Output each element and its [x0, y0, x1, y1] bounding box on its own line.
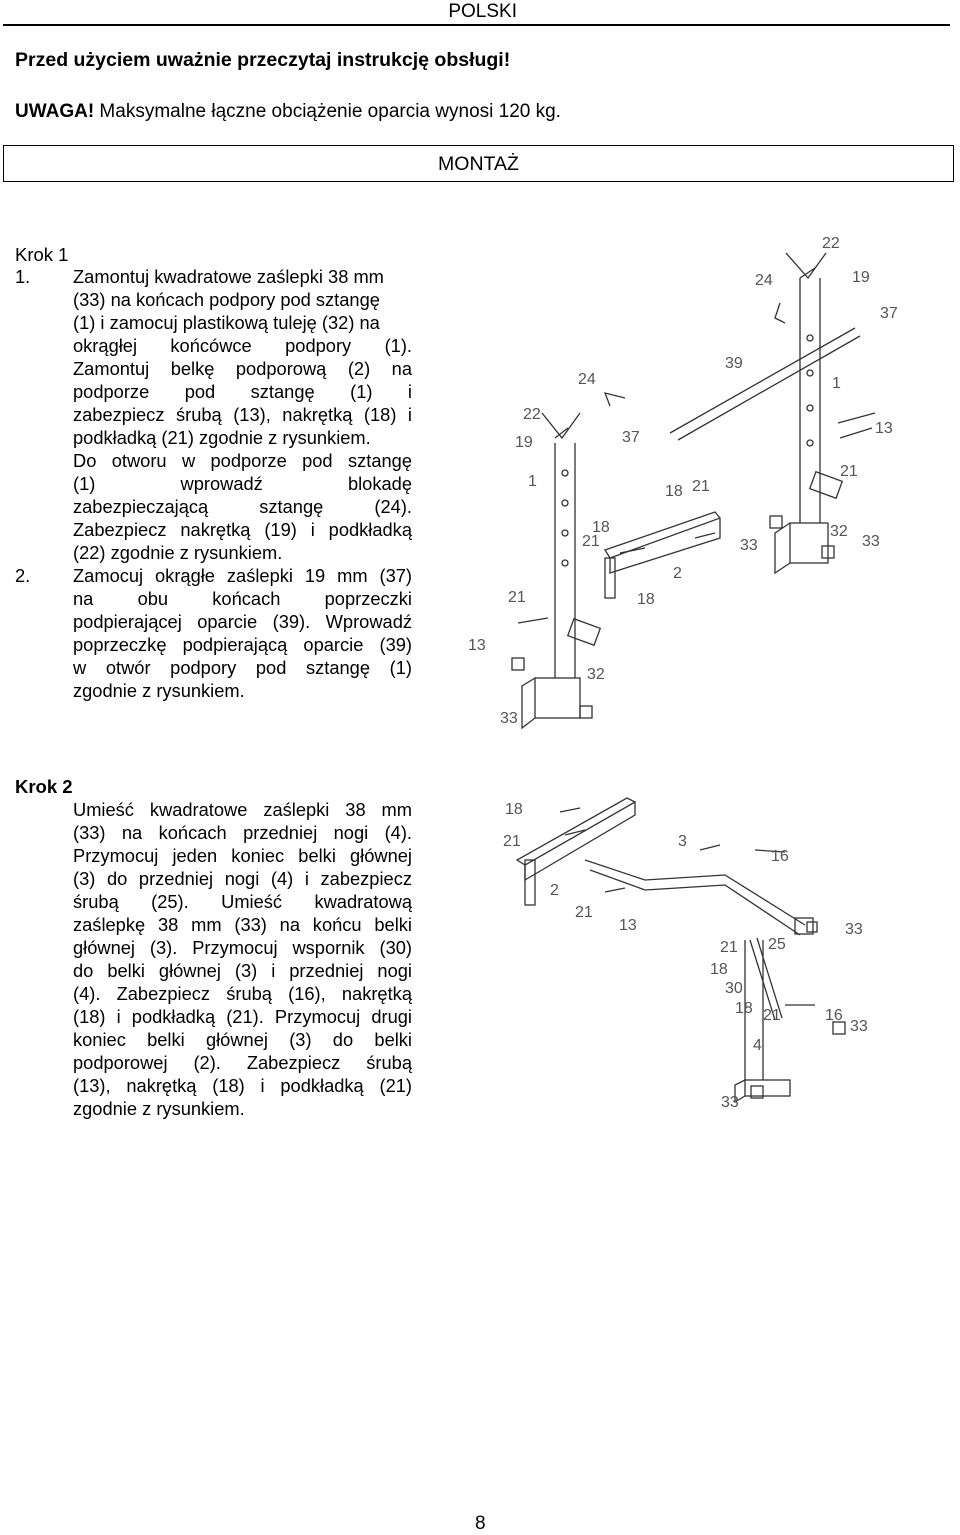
text-line: podporowej (2). Zabezpiecz śrubą — [73, 1052, 412, 1073]
text-line: Przymocuj jeden koniec belki głównej — [73, 845, 412, 866]
text-line: Zabezpiecz nakrętką (19) i podkładką — [73, 519, 412, 540]
text-line: okrągłej końcówce podpory (1). — [73, 335, 412, 356]
label-19b: 19 — [515, 434, 533, 451]
label-32b: 32 — [587, 666, 605, 683]
text-line: zaślepkę 38 mm (33) na końcu belki — [73, 914, 412, 935]
step2-text — [73, 798, 412, 1120]
text-line: (1) i zamocuj plastikową tuleję (32) na — [73, 312, 380, 333]
label-16b: 16 — [825, 1007, 843, 1024]
step1-item1-text — [73, 265, 412, 564]
text-line: Zamontuj kwadratowe zaślepki 38 mm — [73, 266, 384, 287]
label-22b: 22 — [523, 406, 541, 423]
label-2: 2 — [673, 565, 682, 582]
label-21b: 21 — [692, 478, 710, 495]
label-19: 19 — [852, 269, 870, 286]
text-line: (3) do przedniej nogi (4) i zabezpiecz — [73, 868, 412, 889]
text-line: Zamocuj okrągłe zaślepki 19 mm (37) — [73, 565, 412, 586]
step1-item2-number: 2. — [15, 565, 31, 586]
text-line: (33) na końcach przedniej nogi (4). — [73, 822, 412, 843]
warning-line — [15, 101, 561, 123]
label-18: 18 — [505, 801, 523, 818]
label-18c: 18 — [637, 591, 655, 608]
text-line: Do otworu w podporze pod sztangę — [73, 450, 412, 471]
text-line: do belki głównej (3) i przedniej nogi — [73, 960, 412, 981]
label-37: 37 — [880, 305, 898, 322]
text-line: koniec belki głównej (3) do belki — [73, 1029, 412, 1050]
label-4: 4 — [753, 1037, 762, 1054]
label-16: 16 — [771, 848, 789, 865]
text-line: zabezpieczającą sztangę (24). — [73, 496, 412, 517]
label-13: 13 — [619, 917, 637, 934]
label-1: 1 — [832, 375, 841, 392]
section-title-box: MONTAŻ — [3, 145, 954, 182]
text-line: (18) i podkładką (21). Przymocuj drugi — [73, 1006, 412, 1027]
text-line: (4). Zabezpiecz śrubą (16), nakrętką — [73, 983, 412, 1004]
step1-heading: Krok 1 — [15, 244, 69, 265]
label-18c: 18 — [735, 1000, 753, 1017]
text-line: na obu końcach poprzeczki — [73, 588, 412, 609]
label-13b: 13 — [468, 637, 486, 654]
header-rule — [3, 24, 950, 26]
text-line: podporze pod sztangę (1) i — [73, 381, 412, 402]
label-24: 24 — [755, 272, 773, 289]
step2-heading: Krok 2 — [15, 776, 73, 797]
text-line: poprzeczkę podpierającą oparcie (39) — [73, 634, 412, 655]
text-line: (13), nakrętką (18) i podkładką (21) — [73, 1075, 412, 1096]
label-24b: 24 — [578, 371, 596, 388]
label-18b: 18 — [592, 519, 610, 536]
text-line: (33) na końcach podpory pod sztangę — [73, 289, 380, 310]
label-21d: 21 — [508, 589, 526, 606]
warning-text: Maksymalne łączne obciążenie oparcia wynosi 120 kg. — [94, 101, 561, 122]
step2-assembly-diagram — [495, 790, 895, 1120]
label-3: 3 — [678, 833, 687, 850]
warning-label: UWAGA! — [15, 101, 95, 122]
language-label: POLSKI — [448, 1, 517, 22]
label-37b: 37 — [622, 429, 640, 446]
label-13: 13 — [875, 420, 893, 437]
step1-item1-number: 1. — [15, 266, 31, 287]
label-33: 33 — [845, 921, 863, 938]
label-32: 32 — [830, 523, 848, 540]
label-21d: 21 — [763, 1007, 781, 1024]
label-18: 18 — [665, 483, 683, 500]
label-21c: 21 — [720, 939, 738, 956]
label-33c: 33 — [500, 710, 518, 727]
text-line: zabezpiecz śrubą (13), nakrętką (18) i — [73, 404, 412, 425]
text-line: śrubą (25). Umieść kwadratową — [73, 891, 412, 912]
text-line: (22) zgodnie z rysunkiem. — [73, 542, 283, 563]
label-33c: 33 — [721, 1094, 739, 1111]
label-22: 22 — [822, 235, 840, 252]
text-line: głównej (3). Przymocuj wspornik (30) — [73, 937, 412, 958]
page-number: 8 — [475, 1513, 486, 1534]
label-33b: 33 — [740, 537, 758, 554]
text-line: podkładką (21) zgodnie z rysunkiem. — [73, 427, 371, 448]
label-25: 25 — [768, 936, 786, 953]
label-33b: 33 — [850, 1018, 868, 1035]
page-title: Przed użyciem uważnie przeczytaj instrukcję obsługi! — [15, 49, 511, 71]
label-21b: 21 — [575, 904, 593, 921]
label-21: 21 — [840, 463, 858, 480]
label-30: 30 — [725, 980, 743, 997]
text-line: (1) wprowadź blokadę — [73, 473, 412, 494]
label-21c: 21 — [582, 533, 600, 550]
text-line: podpierającej oparcie (39). Wprowadź — [73, 611, 412, 632]
text-line: Umieść kwadratowe zaślepki 38 mm — [73, 799, 412, 820]
label-1b: 1 — [528, 473, 537, 490]
label-2: 2 — [550, 882, 559, 899]
label-18b: 18 — [710, 961, 728, 978]
label-33: 33 — [862, 533, 880, 550]
label-21: 21 — [503, 833, 521, 850]
text-line: zgodnie z rysunkiem. — [73, 1098, 245, 1119]
label-39: 39 — [725, 355, 743, 372]
step1-item2-text — [73, 564, 412, 702]
text-line: zgodnie z rysunkiem. — [73, 680, 245, 701]
text-line: Zamontuj belkę podporową (2) na — [73, 358, 412, 379]
step1-assembly-diagram — [460, 228, 960, 738]
text-line: w otwór podpory pod sztangę (1) — [73, 657, 412, 678]
